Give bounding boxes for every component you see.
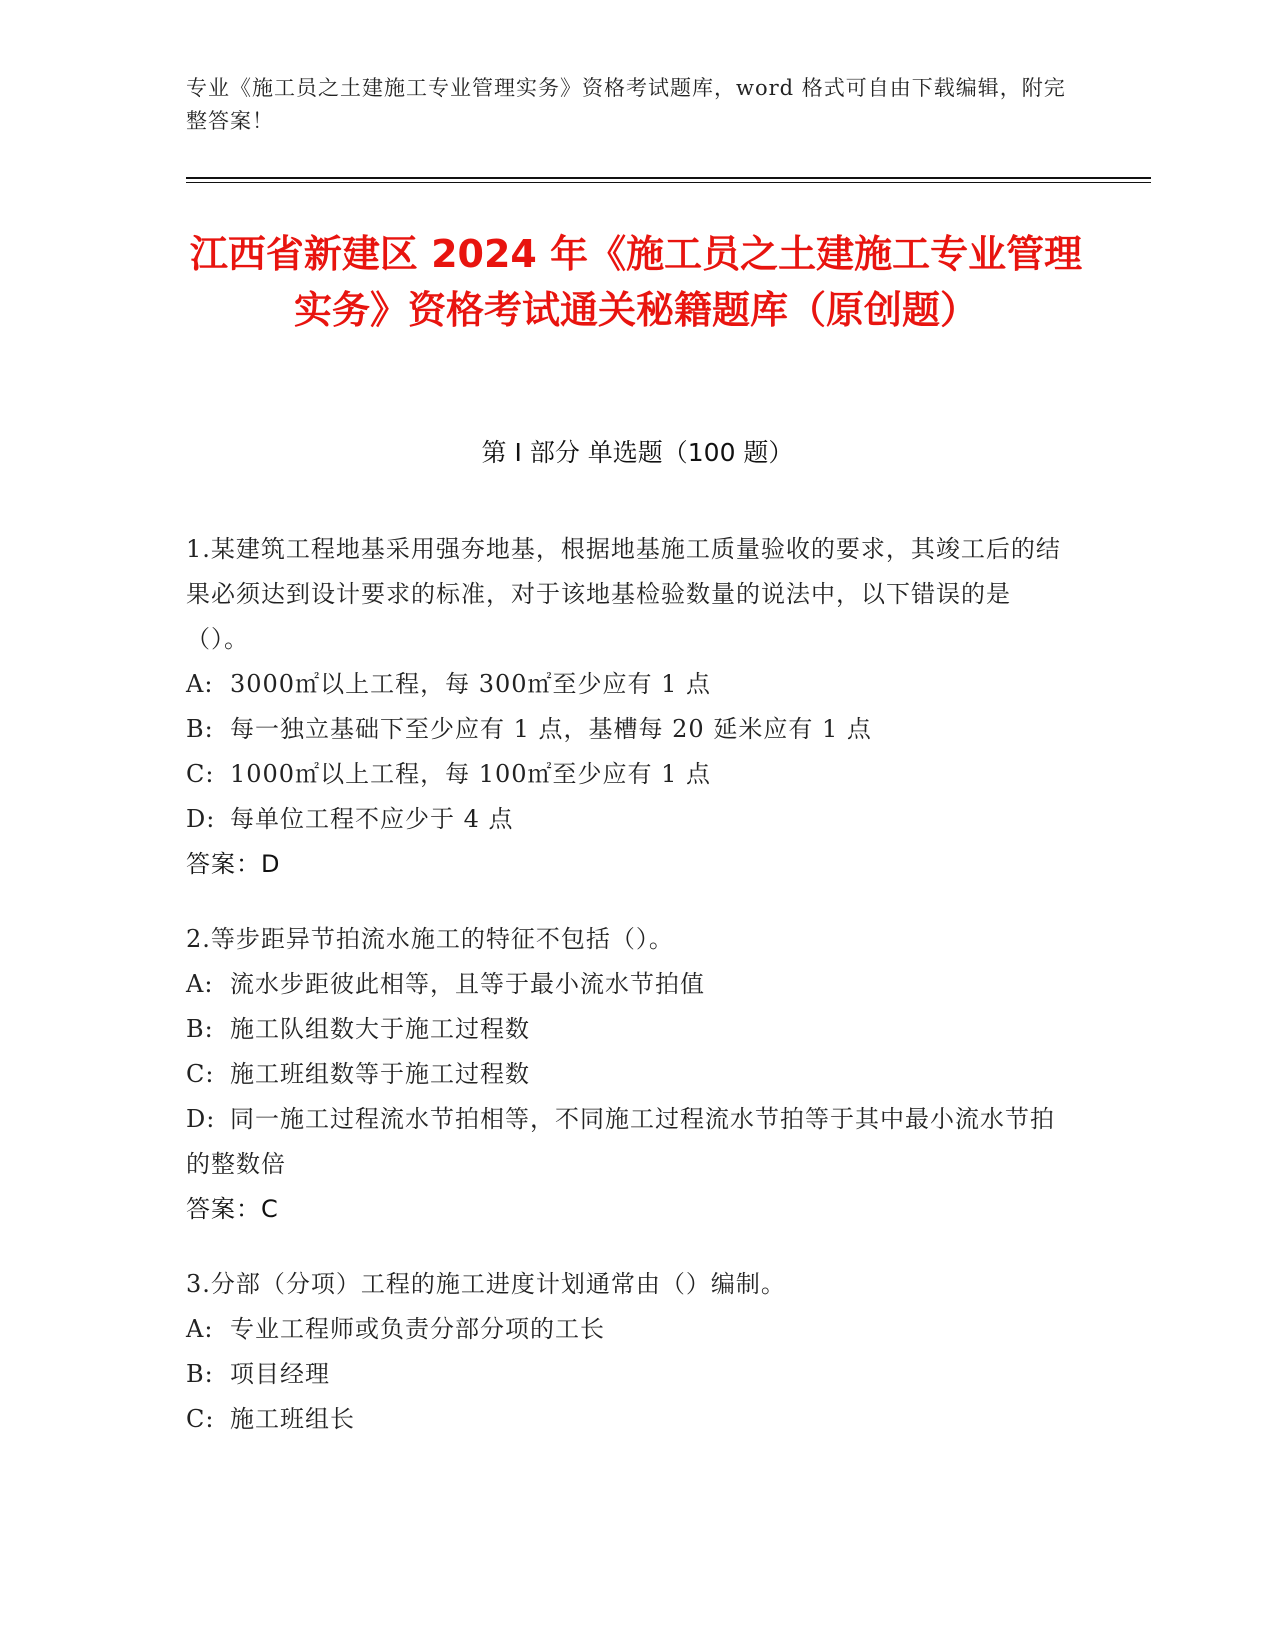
option-text: 流水步距彼此相等，且等于最小流水节拍值 [230,970,705,998]
option-b [186,1007,1066,1052]
header-note: 专业《施工员之土建施工专业管理实务》资格考试题库，word 格式可自由下载编辑，附完整答案！ [186,76,1066,133]
option-c [186,1397,1066,1442]
option-text: 每一独立基础下至少应有 1 点，基槽每 20 延米应有 1 点 [230,715,872,743]
option-letter: C: [186,760,215,788]
option-b [186,1352,1066,1397]
option-letter: C: [186,1060,215,1088]
option-letter: D: [186,1105,216,1133]
option-letter: A: [186,970,214,998]
header-rule-thick [186,177,1151,179]
option-letter: B: [186,1360,214,1388]
option-letter: A: [186,670,214,698]
option-a [186,962,1066,1007]
question-text: 2.等步距异节拍流水施工的特征不包括（）。 [186,925,674,953]
option-a [186,662,1066,707]
option-text: 同一施工过程流水节拍相等，不同施工过程流水节拍等于其中最小流水节拍的整数倍 [186,1105,1055,1178]
option-text: 施工班组数等于施工过程数 [230,1060,530,1088]
question-item [186,917,1066,1232]
option-c [186,1052,1066,1097]
option-d [186,797,1066,842]
option-text: 1000㎡以上工程，每 100㎡至少应有 1 点 [230,760,712,788]
question-item [186,1262,1066,1442]
document-title: 江西省新建区 2024 年《施工员之土建施工专业管理实务》资格考试通关秘籍题库（原创题） [189,232,1083,332]
option-text: 施工班组长 [230,1405,355,1433]
question-text: 3.分部（分项）工程的施工进度计划通常由（）编制。 [186,1270,786,1298]
option-b [186,707,1066,752]
option-text: 项目经理 [230,1360,330,1388]
option-letter: B: [186,715,214,743]
option-letter: C: [186,1405,215,1433]
option-letter: B: [186,1015,214,1043]
option-text: 每单位工程不应少于 4 点 [230,805,514,833]
section-title: 第 I 部分 单选题（100 题） [481,438,794,467]
option-text: 3000㎡以上工程，每 300㎡至少应有 1 点 [230,670,712,698]
question-list [186,527,1066,1472]
option-text: 专业工程师或负责分部分项的工长 [230,1315,605,1343]
question-text: 1.某建筑工程地基采用强夯地基，根据地基施工质量验收的要求，其竣工后的结果必须达到设计要求的标准，对于该地基检验数量的说法中，以下错误的是（）。 [186,535,1061,653]
answer-text: 答案：C [186,1195,279,1223]
option-c [186,752,1066,797]
option-d [186,1097,1066,1187]
answer-text: 答案：D [186,850,281,878]
question-item [186,527,1066,887]
option-letter: A: [186,1315,214,1343]
option-text: 施工队组数大于施工过程数 [230,1015,530,1043]
option-letter: D: [186,805,216,833]
option-a [186,1307,1066,1352]
header-rule-thin [186,182,1151,183]
